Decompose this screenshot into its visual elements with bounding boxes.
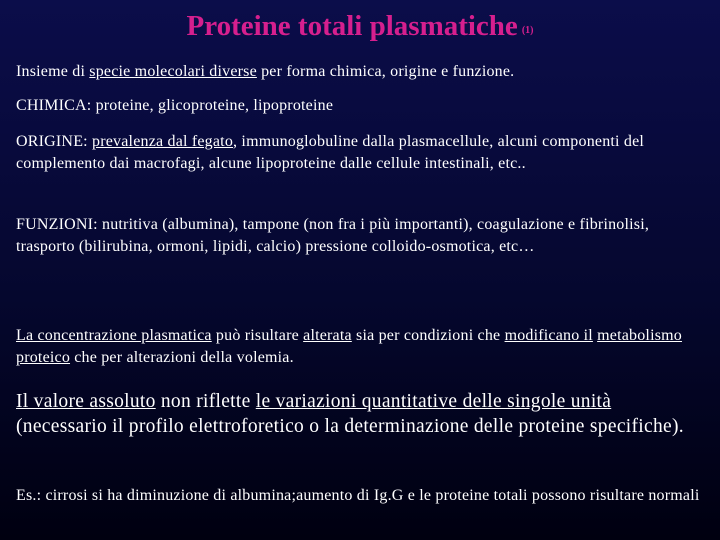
- underlined-term: Il valore assoluto: [16, 391, 156, 412]
- underlined-term: alterata: [303, 327, 352, 344]
- slide-title-text: Proteine totali plasmatiche: [186, 10, 518, 42]
- text-run: non riflette: [155, 391, 256, 412]
- text-run: per forma chimica, origine e funzione.: [256, 63, 515, 80]
- underlined-term: modificano il: [504, 327, 593, 344]
- slide-title: [0, 10, 720, 43]
- paragraph-valore-assoluto: [16, 389, 706, 439]
- text-run: che per alterazioni della volemia.: [70, 349, 294, 366]
- text-run: (necessario il profilo elettroforetico o la determinazione delle proteine specifiche).: [16, 416, 684, 437]
- paragraph-chimica: CHIMICA: proteine, glicoproteine, lipoproteine: [16, 97, 334, 114]
- underlined-term: prevalenza dal fegato: [92, 133, 234, 150]
- paragraph-esempio: Es.: cirrosi si ha diminuzione di albumina;aumento di Ig.G e le proteine totali possono risultare normali: [16, 487, 700, 504]
- underlined-term: metabolismo proteico: [16, 327, 682, 366]
- text-run: sia per condizioni che: [351, 327, 505, 344]
- text-run: può risultare: [211, 327, 304, 344]
- text-run: ORIGINE:: [16, 133, 93, 150]
- paragraph-concentrazione: [16, 325, 706, 369]
- underlined-term: La concentrazione plasmatica: [16, 327, 212, 344]
- underlined-term: specie molecolari diverse: [89, 63, 257, 80]
- paragraph-origine: [16, 131, 706, 175]
- paragraph-funzioni: FUNZIONI: nutritiva (albumina), tampone (non fra i più importanti), coagulazione e fibrinolisi, trasporto (bilirubina, ormoni, lipidi, calcio) pressione colloido-osmotica, etc…: [16, 216, 650, 255]
- underlined-term: le variazioni quantitative delle singole unità: [255, 391, 612, 412]
- text-run: , immunoglobuline dalla plasmacellule, alcuni componenti del complemento dai macrofagi, alcune lipoproteine dalle cellule intestinali, etc..: [16, 133, 645, 172]
- paragraph-definition: [16, 61, 706, 83]
- text-run: Insieme di: [16, 63, 90, 80]
- slide-title-note: (1): [521, 25, 534, 36]
